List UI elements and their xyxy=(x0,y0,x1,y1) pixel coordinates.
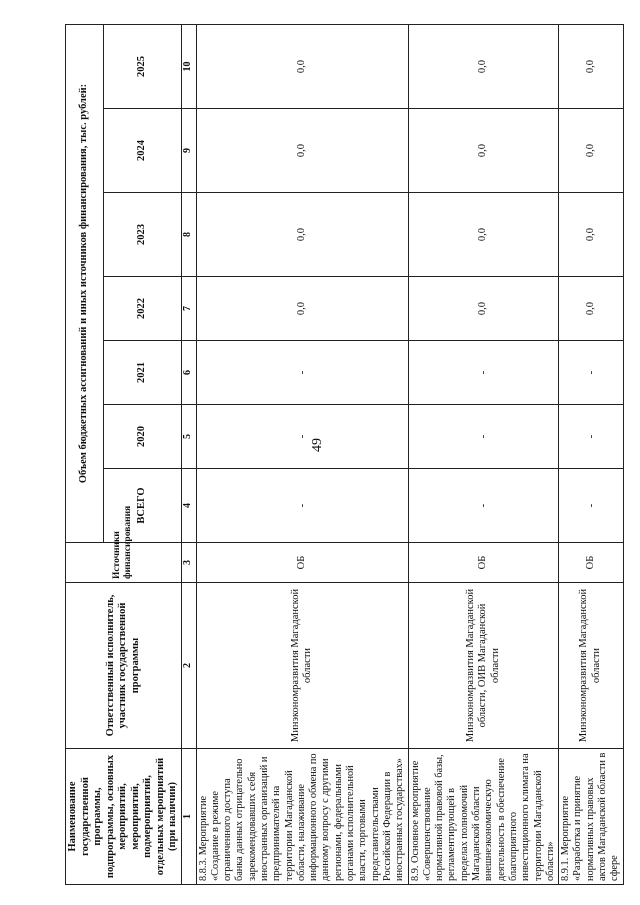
header-year-2024: 2024 xyxy=(103,109,181,193)
column-number: 10 xyxy=(181,25,196,109)
column-number: 3 xyxy=(181,543,196,583)
value-2023: 0,0 xyxy=(196,193,408,277)
header-year-2021: 2021 xyxy=(103,341,181,405)
value-2021: - xyxy=(559,341,623,405)
page-number: 49 xyxy=(310,438,325,452)
column-number: 9 xyxy=(181,109,196,193)
program-funding-table xyxy=(65,24,624,885)
value-2021: - xyxy=(408,341,559,405)
value-2022: 0,0 xyxy=(196,277,408,341)
value-total: - xyxy=(408,469,559,543)
header-funding-group: Объем бюджетных ассигнований и иных источников финансирования, тыс. рублей: xyxy=(66,25,104,543)
row-source: ОБ xyxy=(408,543,559,583)
value-2024: 0,0 xyxy=(408,109,559,193)
header-year-2025: 2025 xyxy=(103,25,181,109)
column-number: 2 xyxy=(181,583,196,749)
table-row xyxy=(408,25,559,885)
header-year-2022: 2022 xyxy=(103,277,181,341)
row-executor: Минэкономразвития Магаданской области xyxy=(196,583,408,749)
value-2021: - xyxy=(196,341,408,405)
column-numbers-row xyxy=(181,25,196,885)
value-2025: 0,0 xyxy=(408,25,559,109)
value-2022: 0,0 xyxy=(408,277,559,341)
table-row xyxy=(559,25,623,885)
header-year-total: ВСЕГО xyxy=(103,469,181,543)
program-table-sheet xyxy=(65,25,621,885)
header-executor: Ответственный исполнитель, участник государственной программы xyxy=(66,583,182,749)
column-number: 5 xyxy=(181,405,196,469)
row-source: ОБ xyxy=(559,543,623,583)
column-number: 4 xyxy=(181,469,196,543)
value-2025: 0,0 xyxy=(559,25,623,109)
row-name: 8.8.3. Мероприятие «Создание в режиме ограниченного доступа банка данных отрицательно зарекомендовавших себя иностранных организаций и предпринимателей на территории Магаданской области, налаживание информационного обмена по данному вопросу с другими регионами, федеральными органами исполнительной власти, торговыми представительствами Российской Федерации в иностранных государствах» xyxy=(196,749,408,885)
value-2023: 0,0 xyxy=(408,193,559,277)
row-executor: Минэкономразвития Магаданской области, ОИВ Магаданской области xyxy=(408,583,559,749)
value-2023: 0,0 xyxy=(559,193,623,277)
row-name: 8.9.1. Мероприятие «Разработка и принятие нормативных правовых актов Магаданской области в сфере xyxy=(559,749,623,885)
row-name: 8.9. Основное мероприятие «Совершенствование нормативной правовой базы, регламентирующей в пределах полномочий Магаданской области внешнеэкономическую деятельность в обеспечение благоприятного инвестиционного климата на территории Магаданской области» xyxy=(408,749,559,885)
value-2020: - xyxy=(408,405,559,469)
value-2024: 0,0 xyxy=(559,109,623,193)
column-number: 1 xyxy=(181,749,196,885)
value-total: - xyxy=(196,469,408,543)
header-name: Наименование государственной программы, подпрограммы, основных мероприятий, мероприятий, подмероприятий, отдельных мероприятий (при наличии) xyxy=(66,749,182,885)
table-row xyxy=(196,25,408,885)
rotated-page xyxy=(65,25,621,885)
column-number: 6 xyxy=(181,341,196,405)
value-2022: 0,0 xyxy=(559,277,623,341)
value-2024: 0,0 xyxy=(196,109,408,193)
column-number: 7 xyxy=(181,277,196,341)
column-number: 8 xyxy=(181,193,196,277)
header-year-2020: 2020 xyxy=(103,405,181,469)
value-2020: - xyxy=(196,405,408,469)
row-executor: Минэкономразвития Магаданской области xyxy=(559,583,623,749)
row-source: ОБ xyxy=(196,543,408,583)
header-year-2023: 2023 xyxy=(103,193,181,277)
value-total: - xyxy=(559,469,623,543)
value-2025: 0,0 xyxy=(196,25,408,109)
value-2020: - xyxy=(559,405,623,469)
header-source: Источники финансирования xyxy=(66,543,182,583)
